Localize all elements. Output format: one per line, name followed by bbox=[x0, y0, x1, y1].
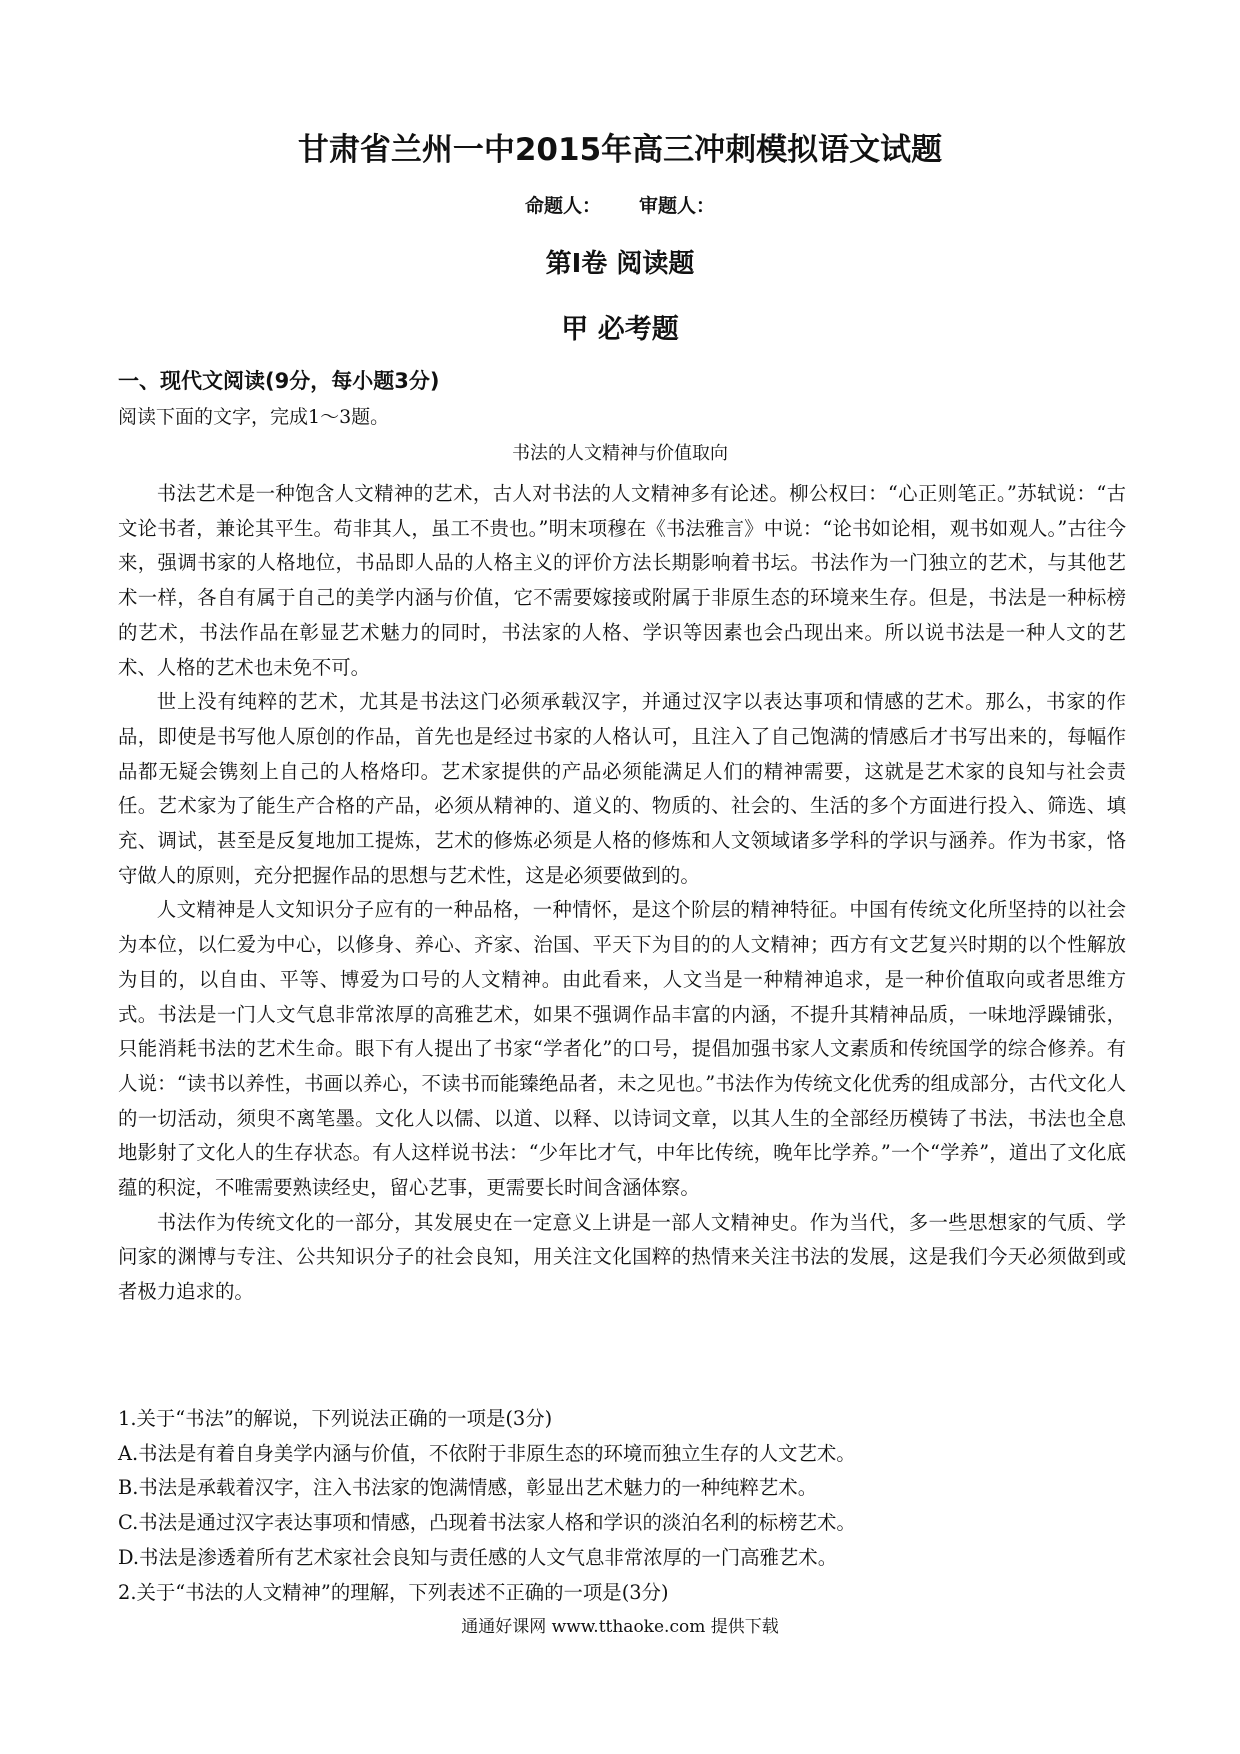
answer-option: D.书法是渗透着所有艺术家社会良知与责任感的人文气息非常浓厚的一门高雅艺术。 bbox=[118, 1545, 838, 1569]
passage-body bbox=[118, 477, 1126, 1310]
volume-heading: 第Ⅰ卷 阅读题 bbox=[545, 249, 695, 279]
answer-option: C.书法是通过汉字表达事项和情感，凸现着书法家人格和学识的淡泊名利的标榜艺术。 bbox=[118, 1511, 856, 1535]
instruction-text: 阅读下面的文字，完成1～3题。 bbox=[118, 406, 390, 428]
paragraph: 书法作为传统文化的一部分，其发展史在一定意义上讲是一部人文精神史。作为当代，多一些思想家的气质、学问家的渊博与专注、公共知识分子的社会良知，用关注文化国粹的热情来关注书法的发展，这是我们今天必须做到或者极力追求的。 bbox=[118, 1210, 1126, 1304]
section-heading: 一、现代文阅读(9分，每小题3分) bbox=[118, 369, 440, 393]
author-line bbox=[0, 193, 1240, 219]
question-stem: 2.关于“书法的人文精神”的理解，下列表述不正确的一项是(3分) bbox=[118, 1580, 669, 1604]
paragraph: 世上没有纯粹的艺术，尤其是书法这门必须承载汉字，并通过汉字以表达事项和情感的艺术。那么，书家的作品，即使是书写他人原创的作品，首先也是经过书家的人格认可，且注入了自己饱满的情感后才书写出来的，每幅作品都无疑会镌刻上自己的人格烙印。艺术家提供的产品必须能满足人们的精神需要，这就是艺术家的良知与社会责任。艺术家为了能生产合格的产品，必须从精神的、道义的、物质的、社会的、生活的多个方面进行投入、筛选、填充、调试，甚至是反复地加工提炼，艺术的修炼必须是人格的修炼和人文领域诸多学科的学识与涵养。作为书家，恪守做人的原则，充分把握作品的思想与艺术性，这是必须要做到的。 bbox=[118, 690, 1126, 887]
paragraph: 人文精神是人文知识分子应有的一种品格，一种情怀，是这个阶层的精神特征。中国有传统文化所坚持的以社会为本位，以仁爱为中心，以修身、养心、齐家、治国、平天下为目的的人文精神；西方有文艺复兴时期的以个性解放为目的，以自由、平等、博爱为口号的人文精神。由此看来，人文当是一种精神追求，是一种价值取向或者思维方式。书法是一门人文气息非常浓厚的高雅艺术，如果不强调作品丰富的内涵，不提升其精神品质，一味地浮躁铺张，只能消耗书法的艺术生命。眼下有人提出了书家“学者化”的口号，提倡加强书家人文素质和传统国学的综合修养。有人说：“读书以养性，书画以养心，不读书而能臻绝品者，未之见也。”书法作为传统文化优秀的组成部分，古代文化人的一切活动，须臾不离笔墨。文化人以儒、以道、以释、以诗词文章，以其人生的全部经历模铸了书法，书法也全息地影射了文化人的生存状态。有人这样说书法：“少年比才气，中年比传统，晚年比学养。”一个“学养”，道出了文化底蕴的积淀，不唯需要熟读经史，留心艺事，更需要长时间含涵体察。 bbox=[118, 898, 1126, 1200]
answer-option: B.书法是承载着汉字，注入书法家的饱满情感，彰显出艺术魅力的一种纯粹艺术。 bbox=[118, 1476, 818, 1500]
question-list bbox=[118, 1402, 1126, 1610]
question-stem: 1.关于“书法”的解说，下列说法正确的一项是(3分) bbox=[118, 1407, 553, 1430]
passage-title: 书法的人文精神与价值取向 bbox=[512, 443, 728, 464]
footer-text: 通通好课网 www.tthaoke.com 提供下载 bbox=[461, 1617, 779, 1637]
exam-title: 甘肃省兰州一中2015年高三冲刺模拟语文试题 bbox=[297, 132, 943, 168]
reviewer-label: 审题人： bbox=[639, 195, 716, 217]
paragraph: 书法艺术是一种饱含人文精神的艺术，古人对书法的人文精神多有论述。柳公权曰：“心正则笔正。”苏轼说：“古文论书者，兼论其平生。苟非其人，虽工不贵也。”明末项穆在《书法雅言》中说：“论书如论相，观书如观人。”古往今来，强调书家的人格地位，书品即人品的人格主义的评价方法长期影响着书坛。书法作为一门独立的艺术，与其他艺术一样，各自有属于自己的美学内涵与价值，它不需要嫁接或附属于非原生态的环境来生存。但是，书法是一种标榜的艺术，书法作品在彰显艺术魅力的同时，书法家的人格、学识等因素也会凸现出来。所以说书法是一种人文的艺术、人格的艺术也未免不可。 bbox=[118, 482, 1126, 679]
part-heading: 甲 必考题 bbox=[561, 314, 679, 345]
answer-option: A.书法是有着自身美学内涵与价值，不依附于非原生态的环境而独立生存的人文艺术。 bbox=[118, 1441, 856, 1465]
author-label: 命题人： bbox=[524, 195, 601, 217]
